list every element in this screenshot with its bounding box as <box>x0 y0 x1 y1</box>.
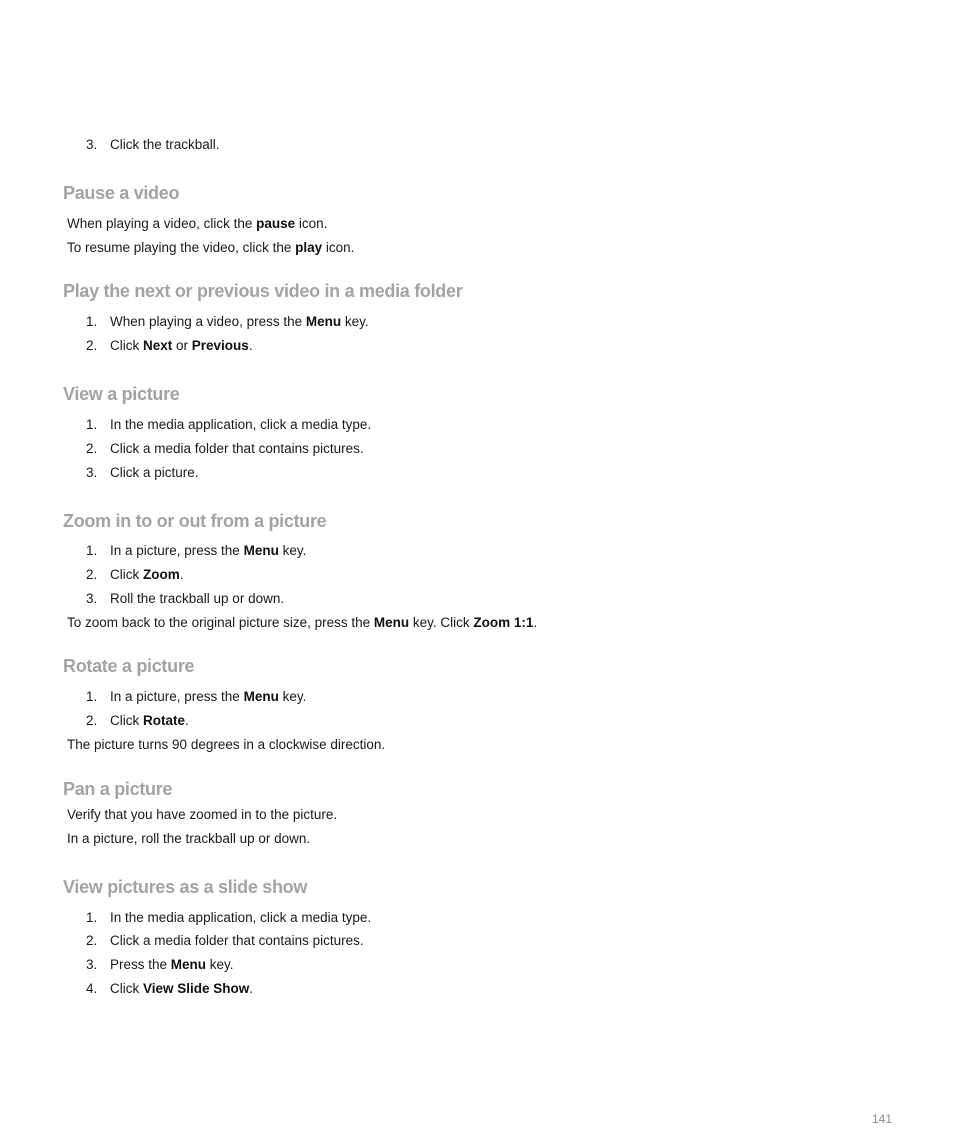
step-text: Click the trackball. <box>110 137 220 152</box>
step-text: Click a media folder that contains pictures. <box>110 933 364 948</box>
text-run: In a picture, press the <box>110 689 244 704</box>
text-run: key. <box>341 314 369 329</box>
text-run: key. Click <box>409 615 474 630</box>
step-text <box>110 567 184 582</box>
rotate-result-note: The picture turns 90 degrees in a clockwise direction. <box>67 737 386 752</box>
step-number: 1. <box>86 314 98 329</box>
step-number: 2. <box>86 338 98 353</box>
step-number: 2. <box>86 933 98 948</box>
bold-term: Next <box>143 338 173 353</box>
step-text <box>110 713 189 728</box>
zoom-reset-note <box>67 615 537 630</box>
step-number: 2. <box>86 441 98 456</box>
pan-prerequisite: Verify that you have zoomed in to the picture. <box>67 807 338 822</box>
step-text: In the media application, click a media type. <box>110 910 372 925</box>
section-heading-slide-show: View pictures as a slide show <box>63 877 308 897</box>
text-run: icon. <box>322 240 355 255</box>
section-heading-rotate: Rotate a picture <box>63 656 195 676</box>
text-run: key. <box>206 957 234 972</box>
bold-term: Menu <box>373 615 410 630</box>
step-number: 3. <box>86 465 98 480</box>
step-text <box>110 689 306 704</box>
step-text <box>110 957 234 972</box>
section-heading-next-previous: Play the next or previous video in a media folder <box>63 281 463 301</box>
step-text: Click a media folder that contains pictures. <box>110 441 364 456</box>
bold-term: Menu <box>243 689 279 704</box>
section-heading-view-picture: View a picture <box>63 384 180 404</box>
step-number: 1. <box>86 910 98 925</box>
text-run: . <box>249 981 254 996</box>
bold-term: Menu <box>243 543 279 558</box>
text-run: To resume playing the video, click the <box>67 240 296 255</box>
step-number: 3. <box>86 957 98 972</box>
step-number: 2. <box>86 567 98 582</box>
step-text: In the media application, click a media type. <box>110 417 372 432</box>
bold-term: Menu <box>305 314 342 329</box>
text-run: . <box>533 615 538 630</box>
step-number: 3. <box>86 591 98 606</box>
step-number: 1. <box>86 417 98 432</box>
step-number: 4. <box>86 981 98 996</box>
bold-term: Zoom <box>143 567 180 582</box>
bold-term: Zoom 1:1 <box>473 615 534 630</box>
section-heading-pan: Pan a picture <box>63 779 173 799</box>
step-text <box>110 981 253 996</box>
page-number: 141 <box>872 1112 893 1126</box>
step-text: Click a picture. <box>110 465 199 480</box>
text-run: . <box>185 713 189 728</box>
text-run: Click <box>110 567 143 582</box>
step-number: 2. <box>86 713 98 728</box>
section-heading-pause-video: Pause a video <box>63 183 180 203</box>
text-run: key. <box>278 543 307 558</box>
step-text: Roll the trackball up or down. <box>110 591 285 606</box>
step-text <box>110 543 306 558</box>
step-number: 1. <box>86 689 98 704</box>
step-text <box>110 338 253 353</box>
pause-instruction <box>67 216 327 231</box>
text-run: icon. <box>295 216 328 231</box>
pan-instruction: In a picture, roll the trackball up or down. <box>67 831 311 846</box>
text-run: key. <box>278 689 307 704</box>
text-run: . <box>248 338 253 353</box>
step-number: 1. <box>86 543 98 558</box>
text-run: Click <box>110 981 143 996</box>
section-heading-zoom: Zoom in to or out from a picture <box>63 511 327 531</box>
text-run: When playing a video, press the <box>110 314 306 329</box>
text-run: Click <box>110 713 143 728</box>
step-number: 3. <box>86 137 98 152</box>
text-run: To zoom back to the original picture size, press the <box>67 615 374 630</box>
bold-term: Menu <box>170 957 207 972</box>
step-text <box>110 314 369 329</box>
bold-term: Rotate <box>143 713 186 728</box>
resume-instruction <box>67 240 354 255</box>
text-run: Press the <box>110 957 171 972</box>
text-run: . <box>179 567 184 582</box>
text-run: or <box>172 338 192 353</box>
text-run: In a picture, press the <box>110 543 244 558</box>
bold-term: play <box>295 240 323 255</box>
bold-term: Previous <box>191 338 249 353</box>
bold-term: pause <box>256 216 296 231</box>
text-run: Click <box>110 338 143 353</box>
text-run: When playing a video, click the <box>67 216 257 231</box>
bold-term: View Slide Show <box>143 981 250 996</box>
